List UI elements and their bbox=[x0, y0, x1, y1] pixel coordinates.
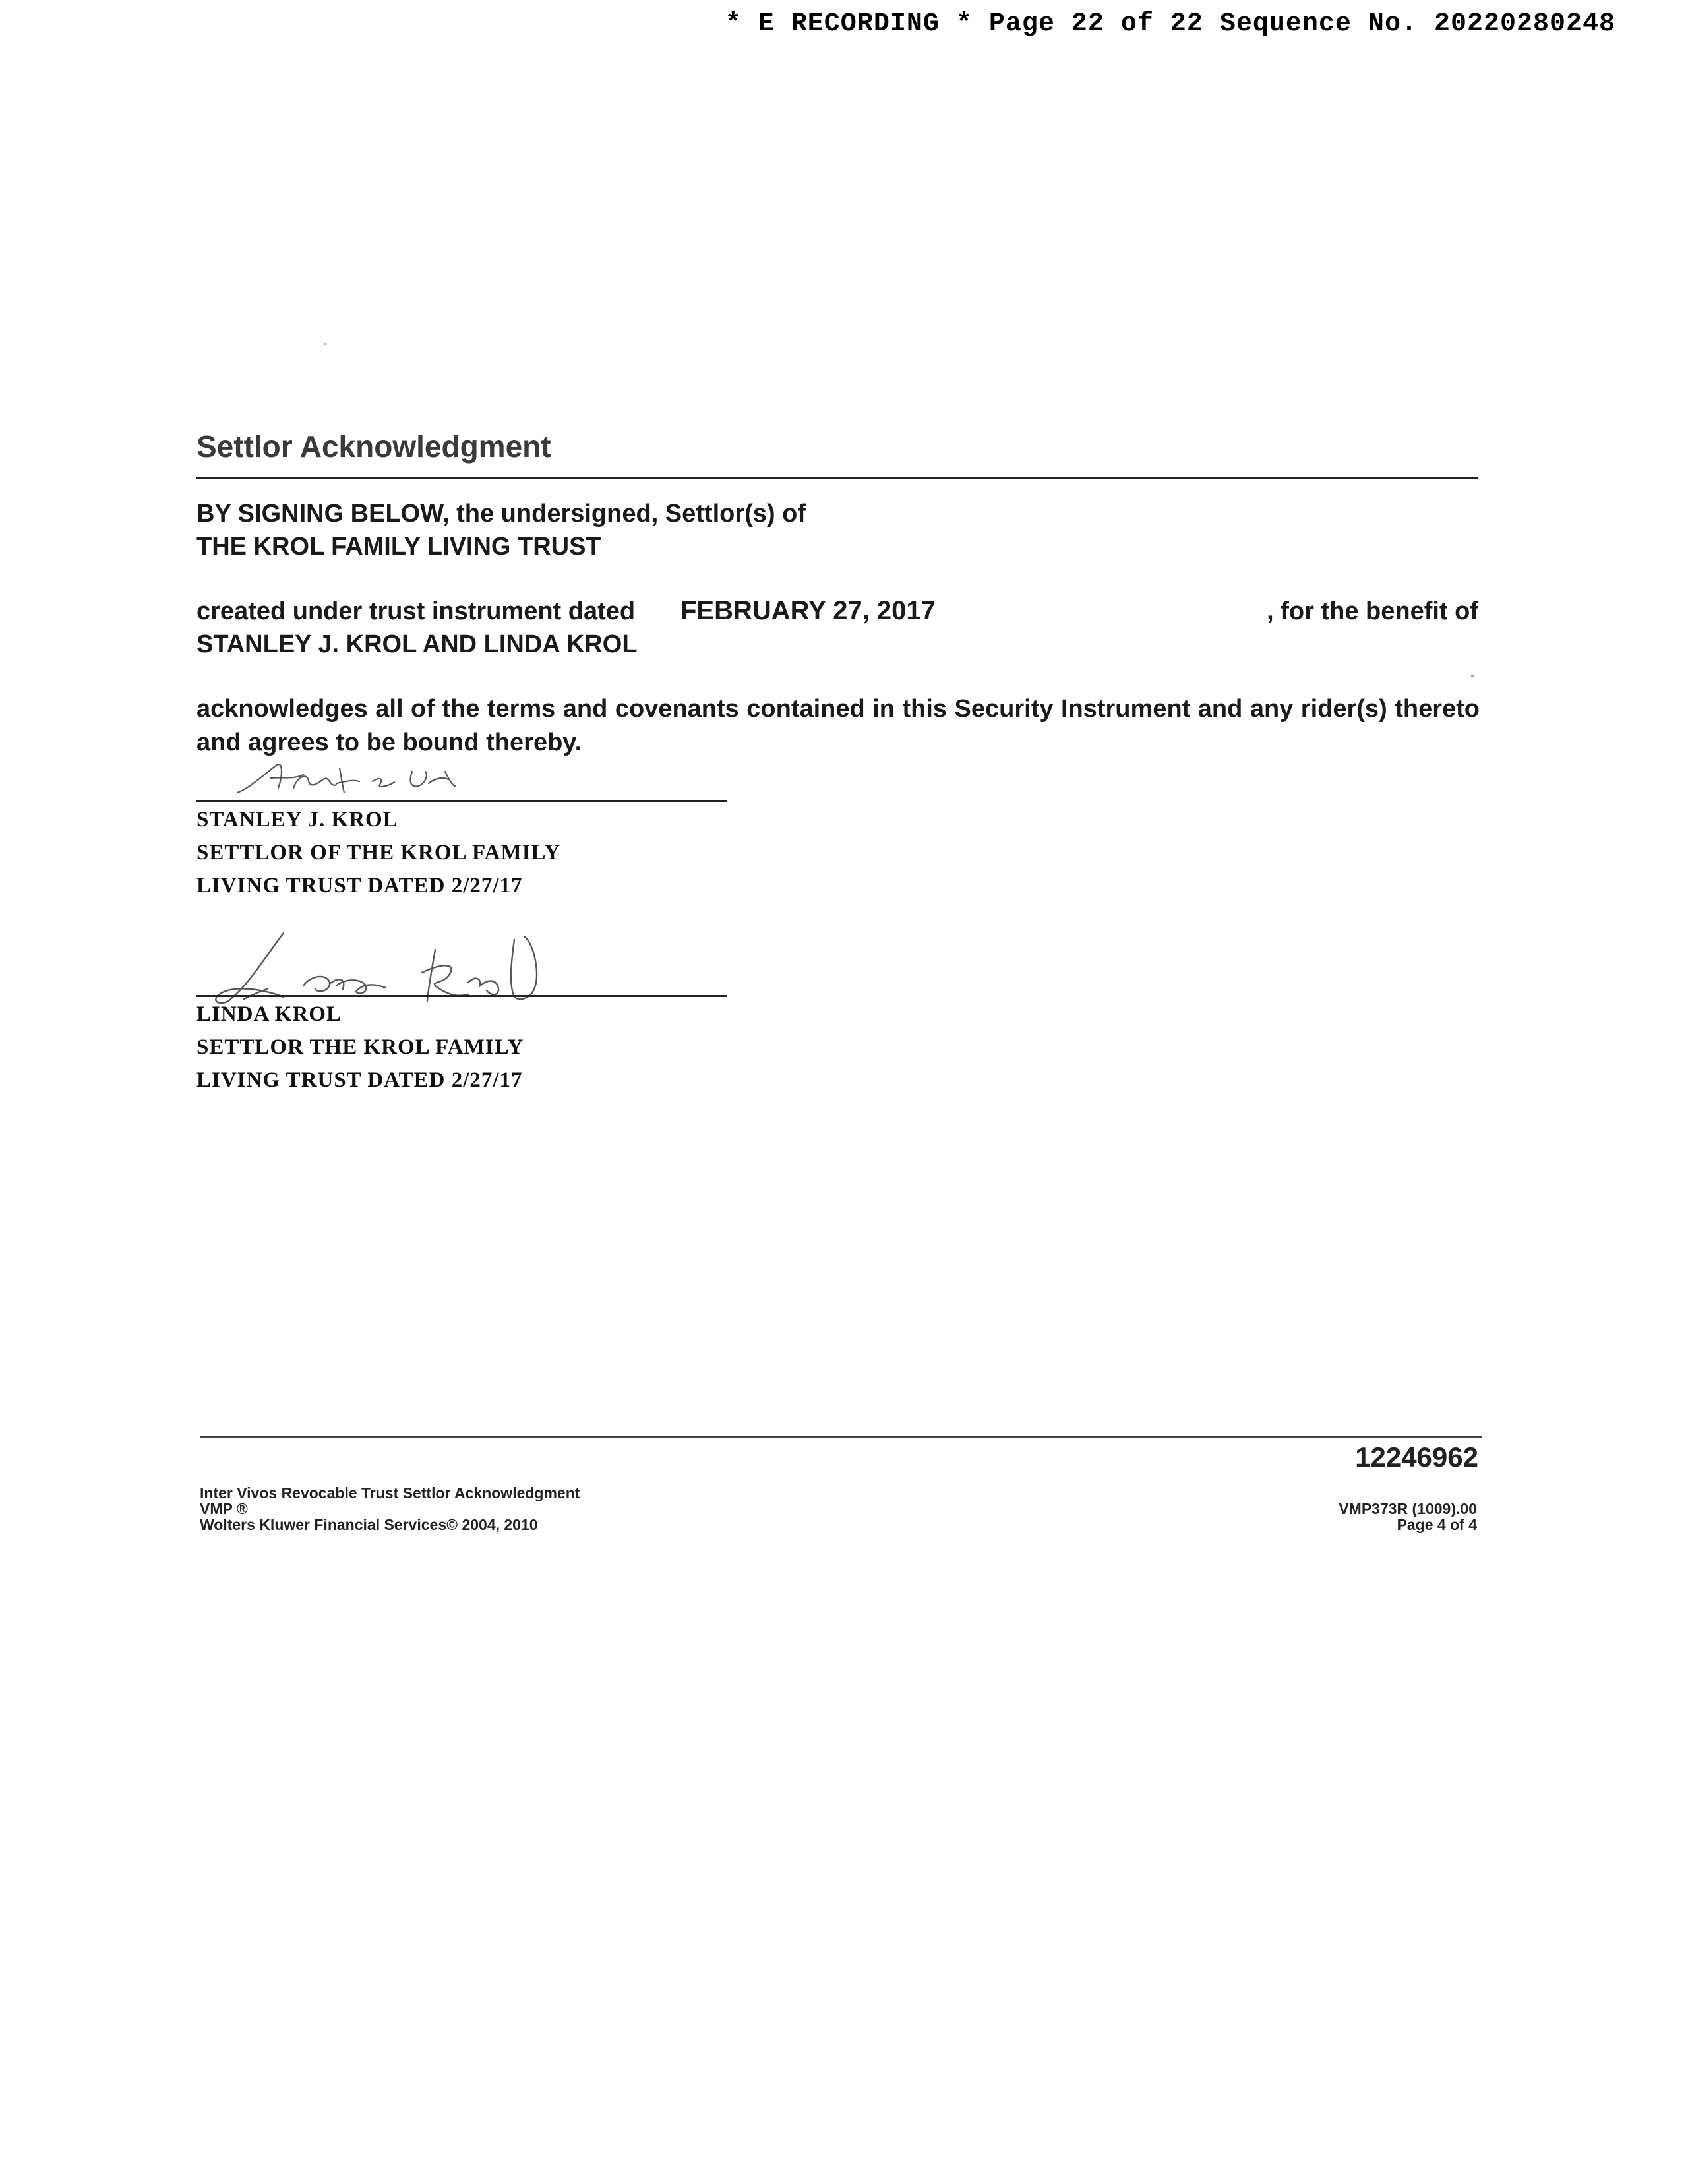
trust-name: THE KROL FAMILY LIVING TRUST bbox=[196, 533, 601, 561]
signatory-role: SETTLOR THE KROL FAMILY bbox=[196, 1035, 524, 1059]
scan-speck bbox=[1471, 675, 1474, 677]
signature-stanley-krol bbox=[231, 752, 481, 804]
signature-line bbox=[196, 995, 727, 997]
form-title: Inter Vivos Revocable Trust Settlor Acknowledgment bbox=[200, 1484, 580, 1502]
signature-linda-krol bbox=[204, 923, 587, 1016]
loan-number: 12246962 bbox=[1355, 1441, 1478, 1472]
form-code: VMP373R (1009).00 bbox=[1339, 1500, 1477, 1517]
signatory-name: STANLEY J. KROL bbox=[196, 808, 398, 832]
recording-stamp: * E RECORDING * Page 22 of 22 Sequence No. 20220280248 bbox=[725, 9, 1615, 39]
signatory-role: SETTLOR OF THE KROL FAMILY bbox=[196, 841, 561, 864]
page-label: Page 4 of 4 bbox=[1397, 1516, 1477, 1533]
scan-speck bbox=[324, 343, 326, 345]
acknowledgment-paragraph: acknowledges all of the terms and covenants contained in this Security Instrument and any rider(s) thereto and agrees to be bound thereby. bbox=[196, 695, 1480, 756]
intro-line: BY SIGNING BELOW, the undersigned, Settlor(s) of bbox=[196, 500, 806, 528]
footer-divider bbox=[200, 1436, 1482, 1438]
created-label: created under trust instrument dated bbox=[196, 597, 636, 625]
document-title: Settlor Acknowledgment bbox=[196, 429, 551, 464]
beneficiaries: STANLEY J. KROL AND LINDA KROL bbox=[196, 630, 638, 658]
signatory-name: LINDA KROL bbox=[196, 1002, 342, 1026]
signature-line bbox=[196, 800, 727, 802]
form-brand: VMP ® bbox=[200, 1500, 248, 1517]
benefit-label: , for the benefit of bbox=[1267, 597, 1478, 625]
form-publisher: Wolters Kluwer Financial Services© 2004, 2010 bbox=[200, 1516, 538, 1533]
trust-date: FEBRUARY 27, 2017 bbox=[680, 596, 936, 625]
signatory-trust-date: LIVING TRUST DATED 2/27/17 bbox=[196, 874, 523, 897]
title-divider bbox=[196, 477, 1478, 479]
signatory-trust-date: LIVING TRUST DATED 2/27/17 bbox=[196, 1068, 523, 1092]
